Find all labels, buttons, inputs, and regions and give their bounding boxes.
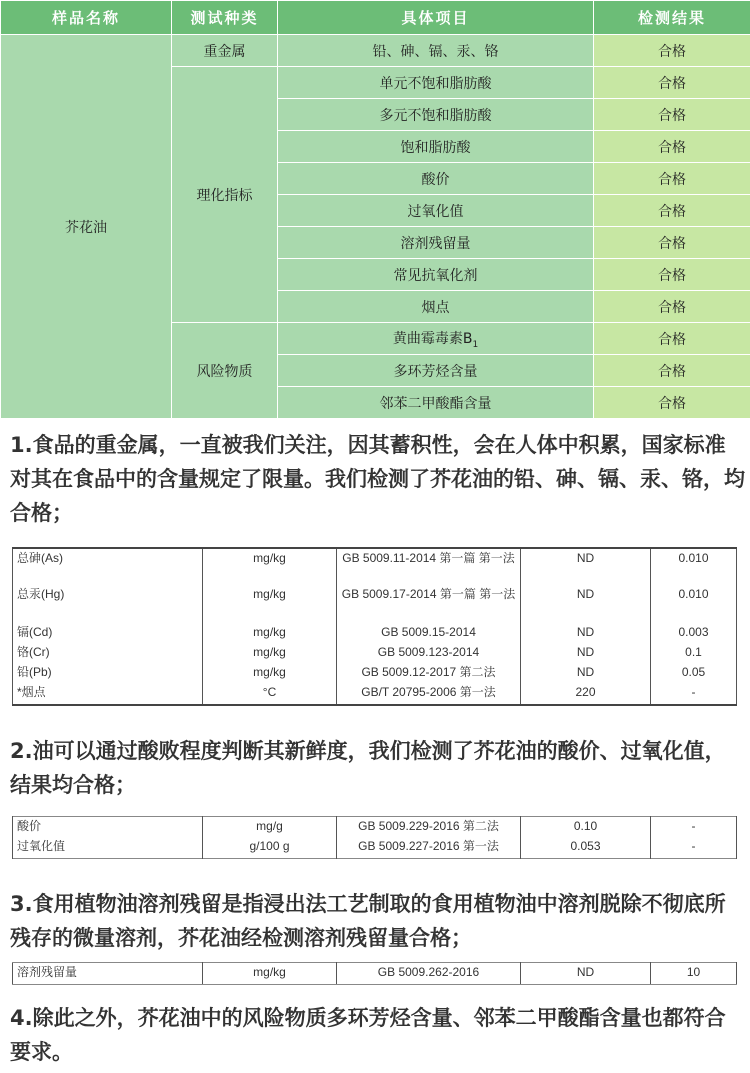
- report-unit: mg/kg: [203, 663, 337, 683]
- summary-table: [0, 0, 750, 419]
- report-result: ND: [521, 548, 651, 585]
- item-cell: 邻苯二甲酸酯含量: [278, 387, 594, 419]
- report-limit: -: [651, 837, 737, 859]
- report-method: GB 5009.123-2014: [337, 643, 521, 663]
- report-unit: mg/kg: [203, 643, 337, 663]
- report-limit: 0.010: [651, 585, 737, 623]
- report-name: 铅(Pb): [13, 663, 203, 683]
- report-method: GB 5009.12-2017 第二法: [337, 663, 521, 683]
- item-cell: 多元不饱和脂肪酸: [278, 99, 594, 131]
- item-cell: 过氧化值: [278, 195, 594, 227]
- result-cell: 合格: [594, 227, 750, 259]
- report-limit: 0.010: [651, 548, 737, 585]
- result-cell: 合格: [594, 131, 750, 163]
- report-table-heavy-metals: [12, 547, 737, 706]
- table-row: [13, 817, 737, 837]
- report-method: GB 5009.227-2016 第一法: [337, 837, 521, 859]
- table-row: [13, 837, 737, 859]
- report-unit: mg/kg: [203, 963, 337, 985]
- item-text: 黄曲霉毒素B: [392, 330, 473, 347]
- table-row: [1, 35, 750, 67]
- report-name: 镉(Cd): [13, 623, 203, 643]
- summary-header-row: [1, 1, 750, 35]
- report-limit: -: [651, 817, 737, 837]
- report-limit: 0.05: [651, 663, 737, 683]
- result-cell: 合格: [594, 387, 750, 419]
- item-cell: 常见抗氧化剂: [278, 259, 594, 291]
- report-unit: g/100 g: [203, 837, 337, 859]
- report-name: 总汞(Hg): [13, 585, 203, 623]
- table-row: [13, 643, 737, 663]
- item-cell: 多环芳烃含量: [278, 355, 594, 387]
- table-row: [13, 963, 737, 985]
- report-unit: mg/kg: [203, 623, 337, 643]
- header-sample-name: 样品名称: [1, 1, 172, 35]
- report-result: ND: [521, 963, 651, 985]
- report-limit: 10: [651, 963, 737, 985]
- item-cell: 烟点: [278, 291, 594, 323]
- report-unit: mg/kg: [203, 585, 337, 623]
- report-result: ND: [521, 643, 651, 663]
- report-method: GB 5009.262-2016: [337, 963, 521, 985]
- report-name: 总砷(As): [13, 548, 203, 585]
- paragraph-risk-substances: 4.除此之外，芥花油中的风险物质多环芳烃含量、邻苯二甲酸酯含量也都符合要求。: [10, 1006, 726, 1064]
- report-method: GB 5009.15-2014: [337, 623, 521, 643]
- result-cell: 合格: [594, 163, 750, 195]
- result-cell: 合格: [594, 259, 750, 291]
- item-cell: [278, 323, 594, 355]
- report-method: GB 5009.11-2014 第一篇 第一法: [337, 548, 521, 585]
- report-table-freshness: [12, 816, 737, 859]
- paragraph-solvent-residue: 3.食用植物油溶剂残留是指浸出法工艺制取的食用植物油中溶剂脱除不彻底所残存的微量溶剂，芥花油经检测溶剂残留量合格；: [10, 892, 726, 950]
- report-method: GB 5009.17-2014 第一篇 第一法: [337, 585, 521, 623]
- item-cell: 单元不饱和脂肪酸: [278, 67, 594, 99]
- item-cell: 酸价: [278, 163, 594, 195]
- report-name: 铬(Cr): [13, 643, 203, 663]
- report-limit: 0.003: [651, 623, 737, 643]
- paragraph-freshness: 2.油可以通过酸败程度判断其新鲜度，我们检测了芥花油的酸价、过氧化值，结果均合格；: [10, 739, 726, 797]
- report-result: 220: [521, 683, 651, 705]
- summary-table-block: [0, 0, 750, 420]
- result-cell: 合格: [594, 355, 750, 387]
- report-name: 溶剂残留量: [13, 963, 203, 985]
- paragraph-heavy-metals: 1.食品的重金属，一直被我们关注，因其蓄积性，会在人体中积累，国家标准对其在食品中的含量规定了限量。我们检测了芥花油的铅、砷、镉、汞、铬，均合格；: [10, 433, 745, 525]
- header-test-type: 测试种类: [172, 1, 278, 35]
- sample-name-cell: 芥花油: [1, 35, 172, 419]
- table-row: [13, 548, 737, 585]
- report-method: GB 5009.229-2016 第二法: [337, 817, 521, 837]
- report-result: ND: [521, 585, 651, 623]
- result-cell: 合格: [594, 323, 750, 355]
- table-row: [13, 683, 737, 705]
- report-limit: -: [651, 683, 737, 705]
- result-cell: 合格: [594, 291, 750, 323]
- report-name: 酸价: [13, 817, 203, 837]
- test-type-cell: 重金属: [172, 35, 278, 67]
- result-cell: 合格: [594, 99, 750, 131]
- item-cell: 铅、砷、镉、汞、铬: [278, 35, 594, 67]
- result-cell: 合格: [594, 195, 750, 227]
- report-method: GB/T 20795-2006 第一法: [337, 683, 521, 705]
- header-item: 具体项目: [278, 1, 594, 35]
- item-cell: 饱和脂肪酸: [278, 131, 594, 163]
- table-row: [13, 663, 737, 683]
- table-row: [13, 585, 737, 623]
- table-row: [13, 623, 737, 643]
- test-type-cell: 风险物质: [172, 323, 278, 419]
- report-unit: mg/kg: [203, 548, 337, 585]
- report-result: ND: [521, 663, 651, 683]
- item-cell: 溶剂残留量: [278, 227, 594, 259]
- report-limit: 0.1: [651, 643, 737, 663]
- report-name: 过氧化值: [13, 837, 203, 859]
- report-result: 0.10: [521, 817, 651, 837]
- report-table-solvent: [12, 962, 737, 985]
- report-name: *烟点: [13, 683, 203, 705]
- report-result: ND: [521, 623, 651, 643]
- header-result: 检测结果: [594, 1, 750, 35]
- item-subscript: 1: [472, 339, 479, 350]
- report-unit: °C: [203, 683, 337, 705]
- result-cell: 合格: [594, 67, 750, 99]
- report-result: 0.053: [521, 837, 651, 859]
- report-unit: mg/g: [203, 817, 337, 837]
- result-cell: 合格: [594, 35, 750, 67]
- test-type-cell: 理化指标: [172, 67, 278, 323]
